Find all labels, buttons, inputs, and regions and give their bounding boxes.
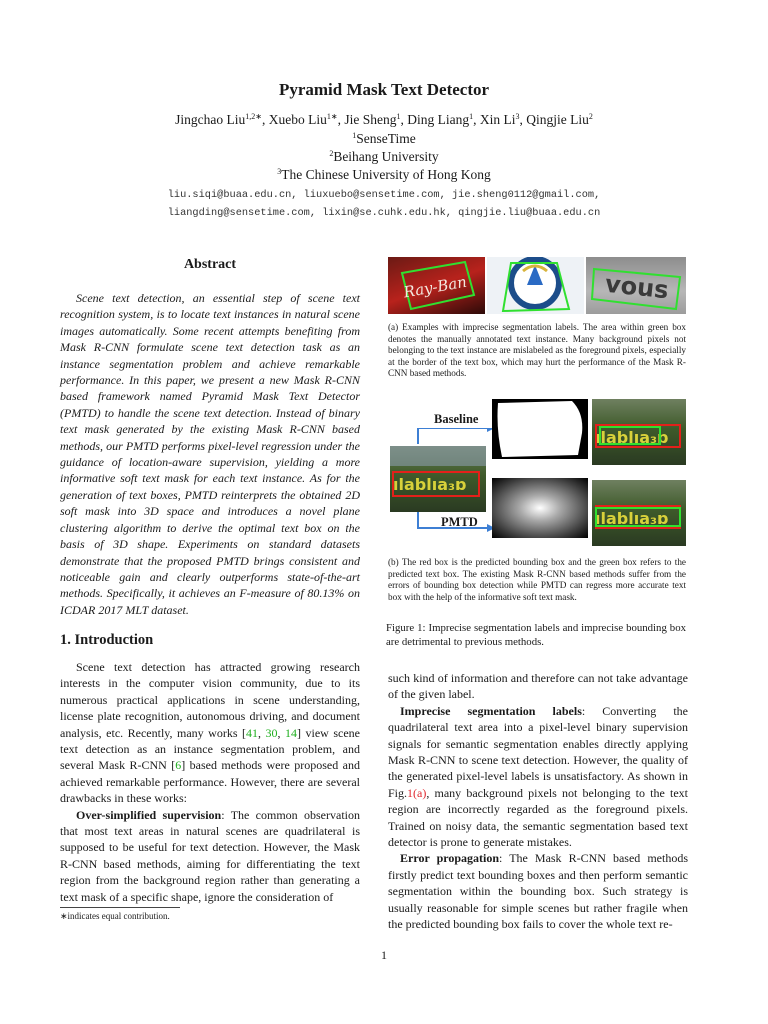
baseline-result-image xyxy=(592,399,686,465)
text-run: , many background pixels not belonging to the text region are incorrectly regarded as the foreground pixels. Trained on noisy data, the semantic segmentation based text detector is prone to generate mistakes. xyxy=(388,785,688,850)
affiliation-sup: 1 xyxy=(352,131,357,140)
author-sup: 1,2∗ xyxy=(245,112,262,121)
pmtd-label: PMTD xyxy=(441,515,478,529)
body-paragraph: such kind of information and therefore can not take advantage of the given label. xyxy=(388,671,688,702)
page-number: 1 xyxy=(381,948,387,962)
binary-mask xyxy=(492,399,588,459)
subfigure-a-caption: (a) Examples with imprecise segmentation labels. The area within green box denotes the manually annotated text instance. Many background pixels not belonging to the text instance are mislabeled as the foreground pixels, especially at the border of the text box, which may hurt the performance of the Mask R-CNN based methods. xyxy=(388,322,686,379)
pmtd-result-image xyxy=(592,480,686,546)
affiliation-3 xyxy=(0,167,768,183)
footnote: ∗indicates equal contribution. xyxy=(60,911,170,921)
pmtd-result xyxy=(592,480,686,546)
body-paragraph xyxy=(388,703,688,851)
figure-caption: Figure 1: Imprecise segmentation labels and imprecise bounding box are detrimental to previous methods. xyxy=(386,622,686,648)
right-column-body xyxy=(388,670,688,933)
figure-link[interactable]: 1(a) xyxy=(407,785,427,800)
example-image-emblem xyxy=(487,257,584,314)
example-image-rayban xyxy=(388,257,485,314)
intro-paragraph xyxy=(60,659,360,807)
mask-shape xyxy=(498,401,583,457)
author-sup: 3 xyxy=(515,112,520,121)
intro-body xyxy=(60,659,360,905)
paragraph-lead: Over-simplified supervision xyxy=(76,807,222,822)
footnote-rule xyxy=(60,907,180,908)
text-run: , xyxy=(258,725,266,740)
rayban-annotation xyxy=(388,257,485,314)
logo-text: Ray-Ban xyxy=(402,272,469,302)
citation-link[interactable]: 30 xyxy=(265,725,278,740)
text-run: : The Mask R-CNN based methods firstly predict text bounding boxes and then perform semantic segmentation within the bounding box. Such strategy is usually reasonable for simple scenes but rather fragile when the predicted bounding box fails to cover the whole text re- xyxy=(388,851,688,932)
author-list xyxy=(0,112,768,128)
paragraph-lead: Error propagation xyxy=(400,851,500,866)
sign-text: vous xyxy=(603,269,670,305)
paper-title: Pyramid Mask Text Detector xyxy=(278,80,490,99)
author-sup: 1 xyxy=(469,112,474,121)
baseline-label: Baseline xyxy=(434,412,479,426)
shop-text: ılablıa₃ɒ xyxy=(595,428,669,447)
arrow-pmtd xyxy=(418,512,490,528)
soft-mask-image xyxy=(492,478,588,538)
author-name: , Jie Sheng xyxy=(337,112,397,127)
text-run: ] view scene text detection as an instance segmentation problem, and several Mask R-CNN [ xyxy=(60,725,360,773)
email-line-2: liangding@sensetime.com, lixin@se.cuhk.edu.hk, qingjie.liu@buaa.edu.cn xyxy=(167,207,601,219)
section-heading-introduction: 1. Introduction xyxy=(60,632,154,648)
vous-annotation xyxy=(586,257,686,314)
email-line-1: liu.siqi@buaa.edu.cn, liuxuebo@sensetime.com, jie.sheng0112@gmail.com, xyxy=(167,189,601,201)
arrow-baseline xyxy=(418,428,490,444)
affiliation-sup: 2 xyxy=(329,149,334,158)
shop-text: ılablıa₃ɒ xyxy=(393,475,467,494)
affiliation-sup: 3 xyxy=(277,167,282,176)
author-name: Jingchao Liu xyxy=(175,112,246,127)
author-name: , Xin Li xyxy=(473,112,516,127)
affiliation-name: The Chinese University of Hong Kong xyxy=(281,167,491,182)
body-paragraph xyxy=(388,850,688,932)
example-image-vous xyxy=(586,257,686,314)
author-sup: 1∗ xyxy=(326,112,338,121)
affiliation-1 xyxy=(0,131,768,147)
affiliation-2 xyxy=(0,149,768,165)
paragraph-lead: Imprecise segmentation labels xyxy=(400,703,582,718)
text-run: : The common observation that most text areas in natural scenes are quadrilateral is supposed to be useful for text detection. However, the Mask R-CNN based methods, aiming for differentiating the text region from the background region rather than generating a text mask of a specific shape, ignore the consideration of xyxy=(60,807,360,904)
author-name: , Ding Liang xyxy=(400,112,470,127)
text-run: Scene text detection has attracted growing research interests in the computer vision community, due to its numerous practical applications in scene understanding, license plate recognition, autonomous driving, and document analysis, etc. Recently, many works [ xyxy=(60,660,360,740)
shop-text: ılablıa₃ɒ xyxy=(595,509,669,528)
flow-arrows xyxy=(410,428,495,543)
affiliation-name: Beihang University xyxy=(333,149,439,164)
subfigure-b-caption: (b) The red box is the predicted bounding box and the green box refers to the predicted text box. The existing Mask R-CNN based methods suffer from the errors of bounding box detection while PMTD can regress more accurate text box with the help of the informative soft text mask. xyxy=(388,557,686,602)
intro-paragraph xyxy=(60,807,360,905)
emblem-annotation xyxy=(487,257,584,314)
author-name: , Qingjie Liu xyxy=(519,112,589,127)
text-run: ] based methods were proposed and achieved remarkable performance. However, there are several drawbacks in these works: xyxy=(60,758,360,806)
citation-link[interactable]: 14 xyxy=(285,725,298,740)
text-run: , xyxy=(277,725,286,740)
binary-mask-image xyxy=(492,399,588,459)
text-run: : Converting the quadrilateral text area into a pixel-level binary supervision signals for semantic segmentation enables directly applying Mask R-CNN to scene text detection. However, the quality of the generated pixel-level labels is unsatisfactory. As shown in Fig. xyxy=(388,703,688,800)
author-sup: 2 xyxy=(588,112,593,121)
author-name: , Xuebo Liu xyxy=(262,112,327,127)
citation-link[interactable]: 41 xyxy=(246,725,259,740)
citation-link[interactable]: 6 xyxy=(175,758,182,773)
affiliation-name: SenseTime xyxy=(356,131,416,146)
baseline-result xyxy=(592,399,686,465)
abstract-heading: Abstract xyxy=(183,257,237,272)
abstract-text: Scene text detection, an essential step of scene text recognition system, is to locate text instances in natural scene images automatically. Some recent attempts benefiting from Mask R-CNN formulate scene text detection task as an instance segmentation problem and achieve remarkable performance. In this paper, we present a new Mask R-CNN based framework named Pyramid Mask Text Detector (PMTD) to handle the scene text detection. Instead of binary text mask generated by the existing Mask R-CNN based methods, our PMTD performs pixel-level regression under the guidance of location-aware supervision, yielding a more informative soft text mask for each text instance. As for the generation of text boxes, PMTD reinterprets the obtained 2D soft mask into 3D space and introduces a novel plane clustering algorithm to derive the optimal text box on the basis of 3D shape. Experiments on standard datasets demonstrate that the proposed PMTD brings consistent and noticeable gain and clearly outperforms state-of-the-art methods. Specifically, it achieves an F-measure of 80.13% on ICDAR 2017 MLT dataset. xyxy=(60,291,360,617)
author-sup: 1 xyxy=(396,112,401,121)
